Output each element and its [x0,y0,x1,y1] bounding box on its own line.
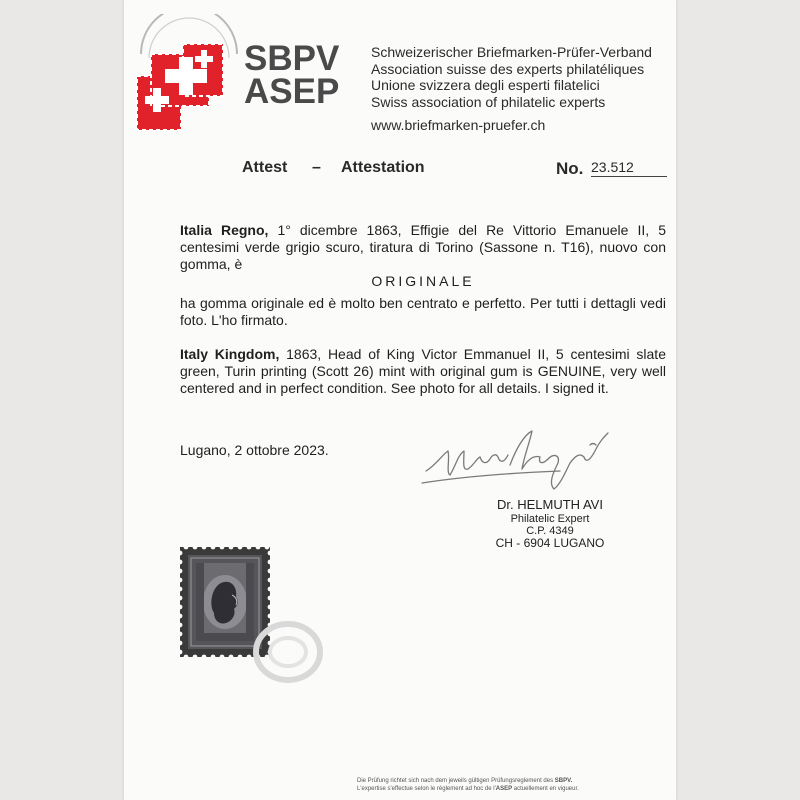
italian-text: 1° dicembre 1863, Effigie del Re Vittorio Emanuele II, 5 centesimi verde grigio scuro, tiratura di Torino (Sassone n. T16), nuovo con gomma, è [180,222,667,272]
org-name-en: Swiss association of philatelic experts [371,93,606,110]
certificate-number: 23.512 [591,159,667,177]
brand-wordmark [244,39,340,111]
italian-lead: Italia Regno, [180,222,269,238]
footer-note [357,777,579,793]
footer-de-text: Die Prüfung richtet sich nach dem jeweils gültigen Prüfungsreglement des [357,778,555,784]
footer-line-fr [357,785,579,793]
heading-attest: Attest [242,159,288,176]
sbpv-logo-icon [135,14,243,132]
footer-fr-text: L'expertise s'effectue selon le règlement ad hoc de l' [357,786,496,792]
org-name-fr: Association suisse des experts philatéliques [371,60,645,77]
expert-name: Dr. HELMUTH AVI [497,497,603,512]
org-name-de: Schweizerischer Briefmarken-Prüfer-Verband [371,44,652,60]
expert-signature [420,425,620,497]
expert-city: CH - 6904 LUGANO [495,536,605,550]
expert-handstamp-mark [248,610,333,690]
certificate-number-label: No. [556,159,584,178]
heading-attestation: Attestation [341,159,425,176]
english-text: 1863, Head of King Victor Emmanuel II, 5 centesimi slate green, Turin printing (Scott 26) mint with original gum is GENUINE, very well centered and in perfect condition. See photo for all details. I signed it. [180,346,666,396]
brand-line-2: ASEP [244,72,340,111]
expert-title: Philatelic Expert [510,513,590,525]
footer-fr-tail: actuellement en vigueur. [512,786,579,792]
brand-line-1: SBPV [244,39,340,78]
verdict-originale: ORIGINALE [371,273,475,289]
organization-names [371,44,652,110]
english-lead: Italy Kingdom, [180,346,280,362]
footer-de-bold: SBPV. [554,778,573,784]
expert-po-box: C.P. 4349 [526,525,574,537]
italian-description [180,222,666,273]
org-name-it: Unione svizzera degli esperti filatelici [371,77,600,93]
place-and-date: Lugano, 2 ottobre 2023. [180,442,329,458]
heading-dash: – [312,159,321,176]
website-url: www.briefmarken-pruefer.ch [371,117,546,133]
footer-line-de [357,777,579,785]
footer-fr-bold: ASEP [495,786,513,792]
english-description [180,346,666,397]
italian-details: ha gomma originale ed è molto ben centrato e perfetto. Per tutti i dettagli vedi foto. L'ho firmato. [180,295,666,328]
